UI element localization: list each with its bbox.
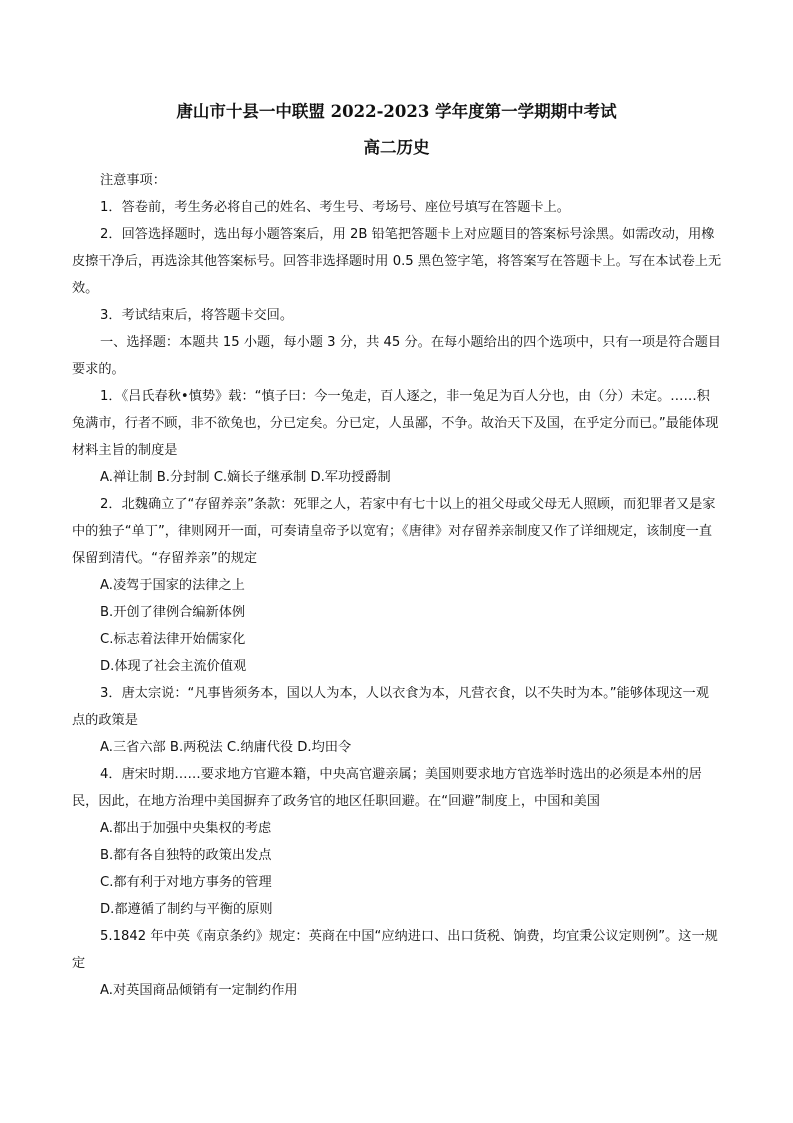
question-5-stem: 5.1842 年中英《南京条约》规定：英商在中国“应纳进口、出口货税、饷费，均宜秉公议定则例”。这一规定 bbox=[72, 929, 718, 971]
question-2-option-b: B.开创了律例合编新体例 bbox=[100, 605, 246, 620]
exam-subject: 高二历史 bbox=[363, 138, 430, 157]
question-3-stem: 3．唐太宗说：“凡事皆须务本，国以人为本，人以衣食为本，凡营衣食，以不失时为本。”能够体现这一观点的政策是 bbox=[72, 686, 709, 728]
notice-heading: 注意事项： bbox=[100, 173, 166, 188]
question-4-option-d: D.都遵循了制约与平衡的原则 bbox=[100, 902, 273, 917]
question-4-stem: 4．唐宋时期……要求地方官避本籍，中央高官避亲属；美国则要求地方官选举时选出的必须是本州的居民，因此，在地方治理中美国摒弃了政务官的地区任职回避。在“回避”制度上，中国和美国 bbox=[72, 767, 702, 809]
question-5-option-a: A.对英国商品倾销有一定制约作用 bbox=[100, 983, 298, 998]
exam-title: 唐山市十县一中联盟 2022-2023 学年度第一学期期中考试 bbox=[176, 102, 617, 121]
question-4-option-b: B.都有各自独特的政策出发点 bbox=[100, 848, 272, 863]
question-2-stem: 2．北魏确立了“存留养亲”条款：死罪之人，若家中有七十以上的祖父母或父母无人照顾，而犯罪者又是家中的独子“单丁”，律则网开一面，可奏请皇帝予以宽宥；《唐律》对存留养亲制度又作了详细规定，该制度一直保留到清代。“存留养亲”的规定 bbox=[72, 497, 716, 566]
question-4-option-a: A.都出于加强中央集权的考虑 bbox=[100, 821, 272, 836]
notice-item: 3．考试结束后，将答题卡交回。 bbox=[100, 308, 294, 323]
question-1-stem: 1．《吕氏春秋•慎势》载：“慎子曰：今一兔走，百人逐之，非一兔足为百人分也，由（分）未定。……积兔满市，行者不顾，非不欲兔也，分已定矣。分已定，人虽鄙，不争。故治天下及国，在乎定分而已。”最能体现材料主旨的制度是 bbox=[72, 389, 719, 458]
question-2-option-d: D.体现了社会主流价值观 bbox=[100, 659, 247, 674]
question-3-options: A.三省六部 B.两税法 C.纳庸代役 D.均田令 bbox=[100, 740, 352, 755]
question-4-option-c: C.都有利于对地方事务的管理 bbox=[100, 875, 272, 890]
notice-item: 1．答卷前，考生务必将自己的姓名、考生号、考场号、座位号填写在答题卡上。 bbox=[100, 200, 570, 215]
exam-body bbox=[72, 167, 722, 1004]
question-1-options: A.禅让制 B.分封制 C.嫡长子继承制 D.军功授爵制 bbox=[100, 470, 391, 485]
question-2-option-a: A.凌驾于国家的法律之上 bbox=[100, 578, 245, 593]
notice-item: 2．回答选择题时，选出每小题答案后，用 2B 铅笔把答题卡上对应题目的答案标号涂黑。如需改动，用橡皮擦干净后，再选涂其他答案标号。回答非选择题时用 0.5 黑色签字笔，将答案写在答题卡上。写在本试卷上无效。 bbox=[72, 227, 722, 296]
section-intro: 一、选择题：本题共 15 小题，每小题 3 分，共 45 分。在每小题给出的四个选项中，只有一项是符合题目要求的。 bbox=[72, 335, 721, 377]
question-2-option-c: C.标志着法律开始儒家化 bbox=[100, 632, 246, 647]
